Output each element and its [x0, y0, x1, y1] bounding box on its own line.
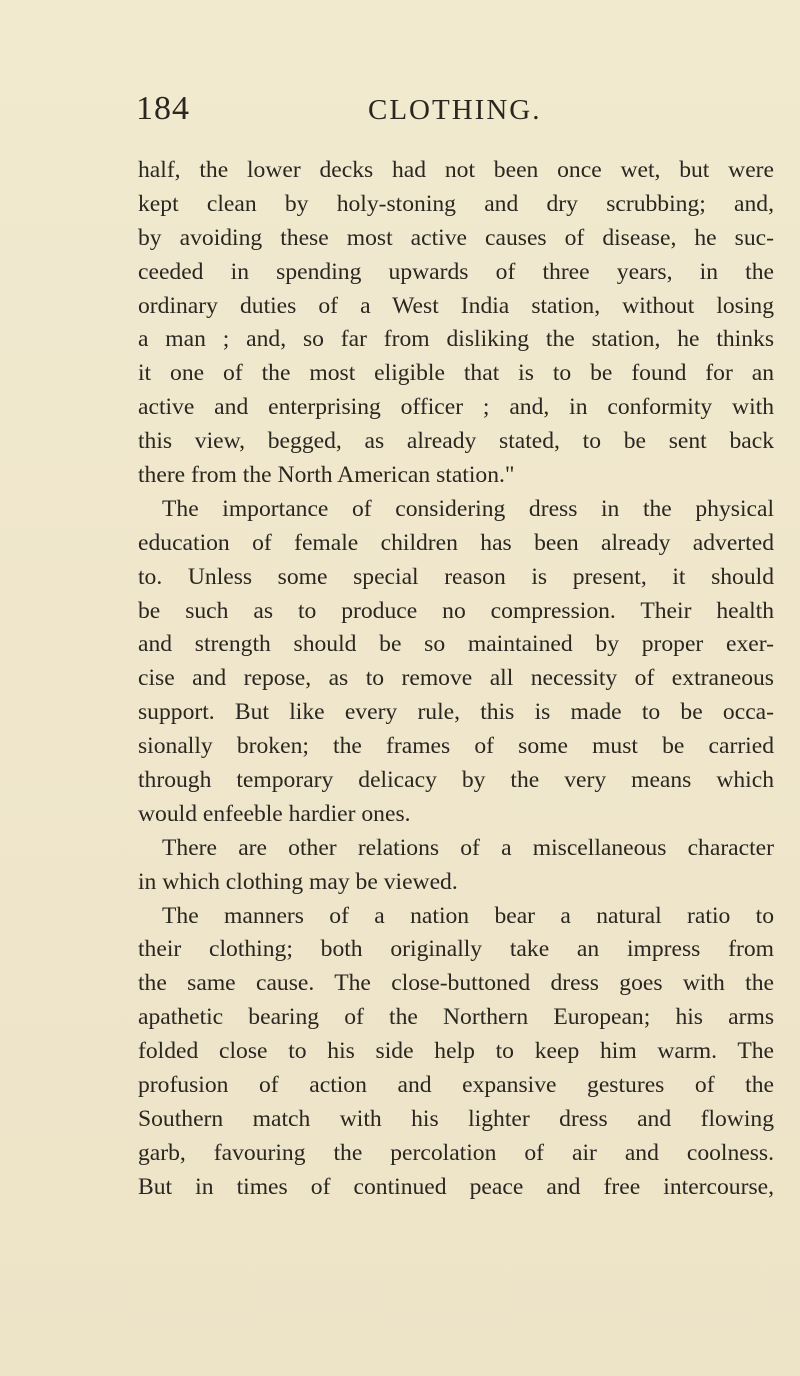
text-line: in which clothing may be viewed.: [138, 868, 458, 895]
text-line: be such as to produce no compression. Their health: [138, 597, 774, 624]
text-line: folded close to his side help to keep him warm. The: [138, 1038, 774, 1065]
text-line: support. But like every rule, this is made to be occa-: [138, 699, 774, 726]
text-line: education of female children has been already adverted: [138, 529, 774, 556]
text-line: kept clean by holy-stoning and dry scrubbing; and,: [138, 190, 774, 217]
paragraph-first-line: The manners of a nation bear a natural ratio to: [162, 902, 774, 929]
text-line: sionally broken; the frames of some must be carried: [138, 733, 774, 760]
paragraph-first-line: There are other relations of a miscellaneous character: [162, 834, 774, 861]
page-header: [136, 90, 776, 134]
text-line: apathetic bearing of the Northern European; his arms: [138, 1004, 774, 1031]
text-line: garb, favouring the percolation of air and coolness.: [138, 1139, 774, 1166]
text-line: their clothing; both originally take an impress from: [138, 936, 774, 963]
text-line: profusion of action and expansive gestures of the: [138, 1072, 774, 1099]
text-line: active and enterprising officer ; and, in conformity with: [138, 394, 774, 421]
text-line: through temporary delicacy by the very means which: [138, 767, 774, 794]
text-line: the same cause. The close-buttoned dress goes with the: [138, 970, 774, 997]
text-line: cise and repose, as to remove all necessity of extraneous: [138, 665, 774, 692]
text-line: it one of the most eligible that is to be found for an: [138, 360, 774, 387]
body-text: [138, 154, 774, 1205]
text-line: and strength should be so maintained by proper exer-: [138, 631, 774, 658]
text-line: But in times of continued peace and free intercourse,: [138, 1173, 774, 1200]
text-line: this view, begged, as already stated, to be sent back: [138, 428, 774, 455]
text-line: ordinary duties of a West India station, without losing: [138, 292, 774, 319]
text-line: would enfeeble hardier ones.: [138, 800, 411, 827]
text-line: Southern match with his lighter dress and flowing: [138, 1105, 774, 1132]
text-line: there from the North American station.": [138, 462, 515, 489]
paragraph-first-line: The importance of considering dress in the physical: [162, 495, 774, 522]
running-head: CLOTHING.: [368, 94, 542, 126]
page-number: 184: [136, 90, 190, 127]
text-line: a man ; and, so far from disliking the station, he thinks: [138, 326, 774, 353]
text-line: to. Unless some special reason is present, it should: [138, 563, 774, 590]
text-line: by avoiding these most active causes of disease, he suc-: [138, 224, 774, 251]
text-line: ceeded in spending upwards of three years, in the: [138, 258, 774, 285]
text-line: half, the lower decks had not been once wet, but were: [138, 157, 774, 183]
